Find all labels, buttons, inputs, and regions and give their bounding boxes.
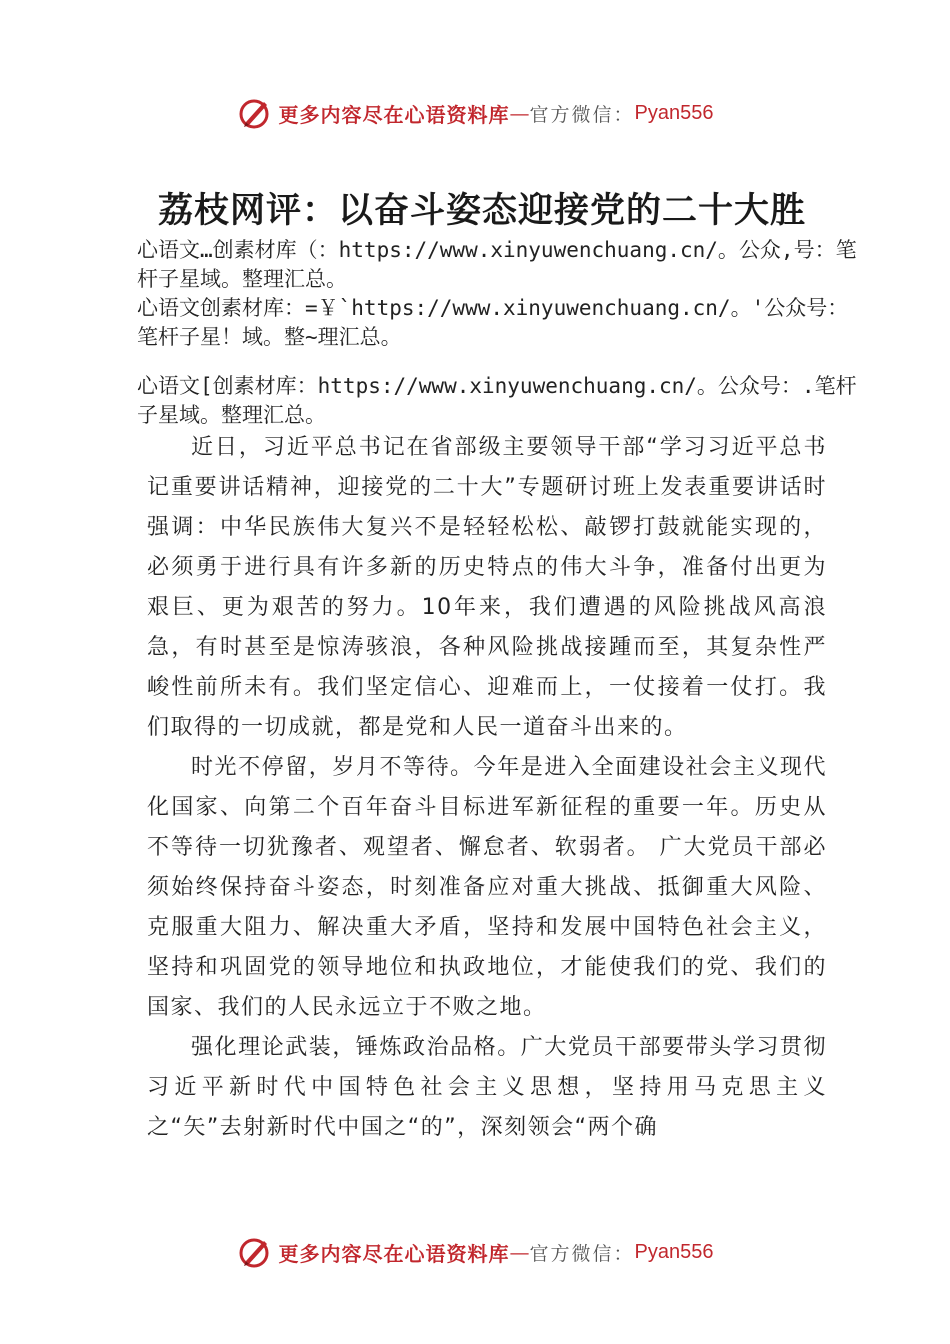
banner-text: 更多内容尽在心语资料库	[278, 1241, 510, 1266]
source-note-3: 心语文[创素材库：https://www.xinyuwenchuang.cn/。公众号：.笔杆子星域。整理汇总。	[137, 374, 857, 427]
banner-dash: —	[509, 101, 530, 125]
paragraph-3: 强化理论武装，锤炼政治品格。广大党员干部要带头学习贯彻习近平新时代中国特色社会主义思想，坚持用马克思主义之“矢”去射新时代中国之“的”，深刻领会“两个确	[147, 1035, 827, 1140]
source-note-2: 心语文创素材库：=￥`https://www.xinyuwenchuang.cn/。'公众号：笔杆子星！域。整~理汇总。	[137, 296, 849, 349]
source-note-1: 心语文…创素材库（：https://www.xinyuwenchuang.cn/。公众,号：笔杆子星域。整理汇总。	[137, 238, 857, 291]
footer-banner	[0, 1232, 950, 1272]
paragraph-1: 近日，习近平总书记在省部级主要领导干部“学习习近平总书记重要讲话精神，迎接党的二十大”专题研讨班上发表重要讲话时强调：中华民族伟大复兴不是轻轻松松、敲锣打鼓就能实现的，必须勇于进行具有许多新的历史特点的伟大斗争，准备付出更为艰巨、更为艰苦的努力。10年来，我们遭遇的风险挑战风高浪急，有时甚至是惊涛骇浪，各种风险挑战接踵而至，其复杂性严峻性前所未有。我们坚定信心、迎难而上，一仗接着一仗打。我们取得的一切成就，都是党和人民一道奋斗出来的。	[147, 435, 827, 740]
paragraph-2: 时光不停留，岁月不等待。今年是进入全面建设社会主义现代化国家、向第二个百年奋斗目标进军新征程的重要一年。历史从不等待一切犹豫者、观望者、懈怠者、软弱者。 广大党员干部必须始终保持奋斗姿态，时刻准备应对重大挑战、抵御重大风险、克服重大阻力、解决重大矛盾，坚持和发展中国特色社会主义，坚持和巩固党的领导地位和执政地位，才能使我们的党、我们的国家、我们的人民永远立于不败之地。	[147, 755, 827, 1020]
article-body	[147, 428, 827, 1148]
banner-text: 更多内容尽在心语资料库	[278, 102, 510, 127]
banner-dash: —	[509, 1240, 530, 1264]
pen-logo-icon	[237, 1234, 273, 1270]
pen-logo-icon	[237, 95, 273, 131]
banner-wechat-id: Pyan556	[634, 1240, 714, 1263]
header-banner	[0, 93, 950, 133]
banner-wechat-label: 官方微信：	[529, 1242, 635, 1265]
banner-wechat-id: Pyan556	[634, 101, 714, 124]
page-title: 荔枝网评：以奋斗姿态迎接党的二十大胜	[158, 190, 807, 231]
banner-wechat-label: 官方微信：	[529, 103, 635, 126]
